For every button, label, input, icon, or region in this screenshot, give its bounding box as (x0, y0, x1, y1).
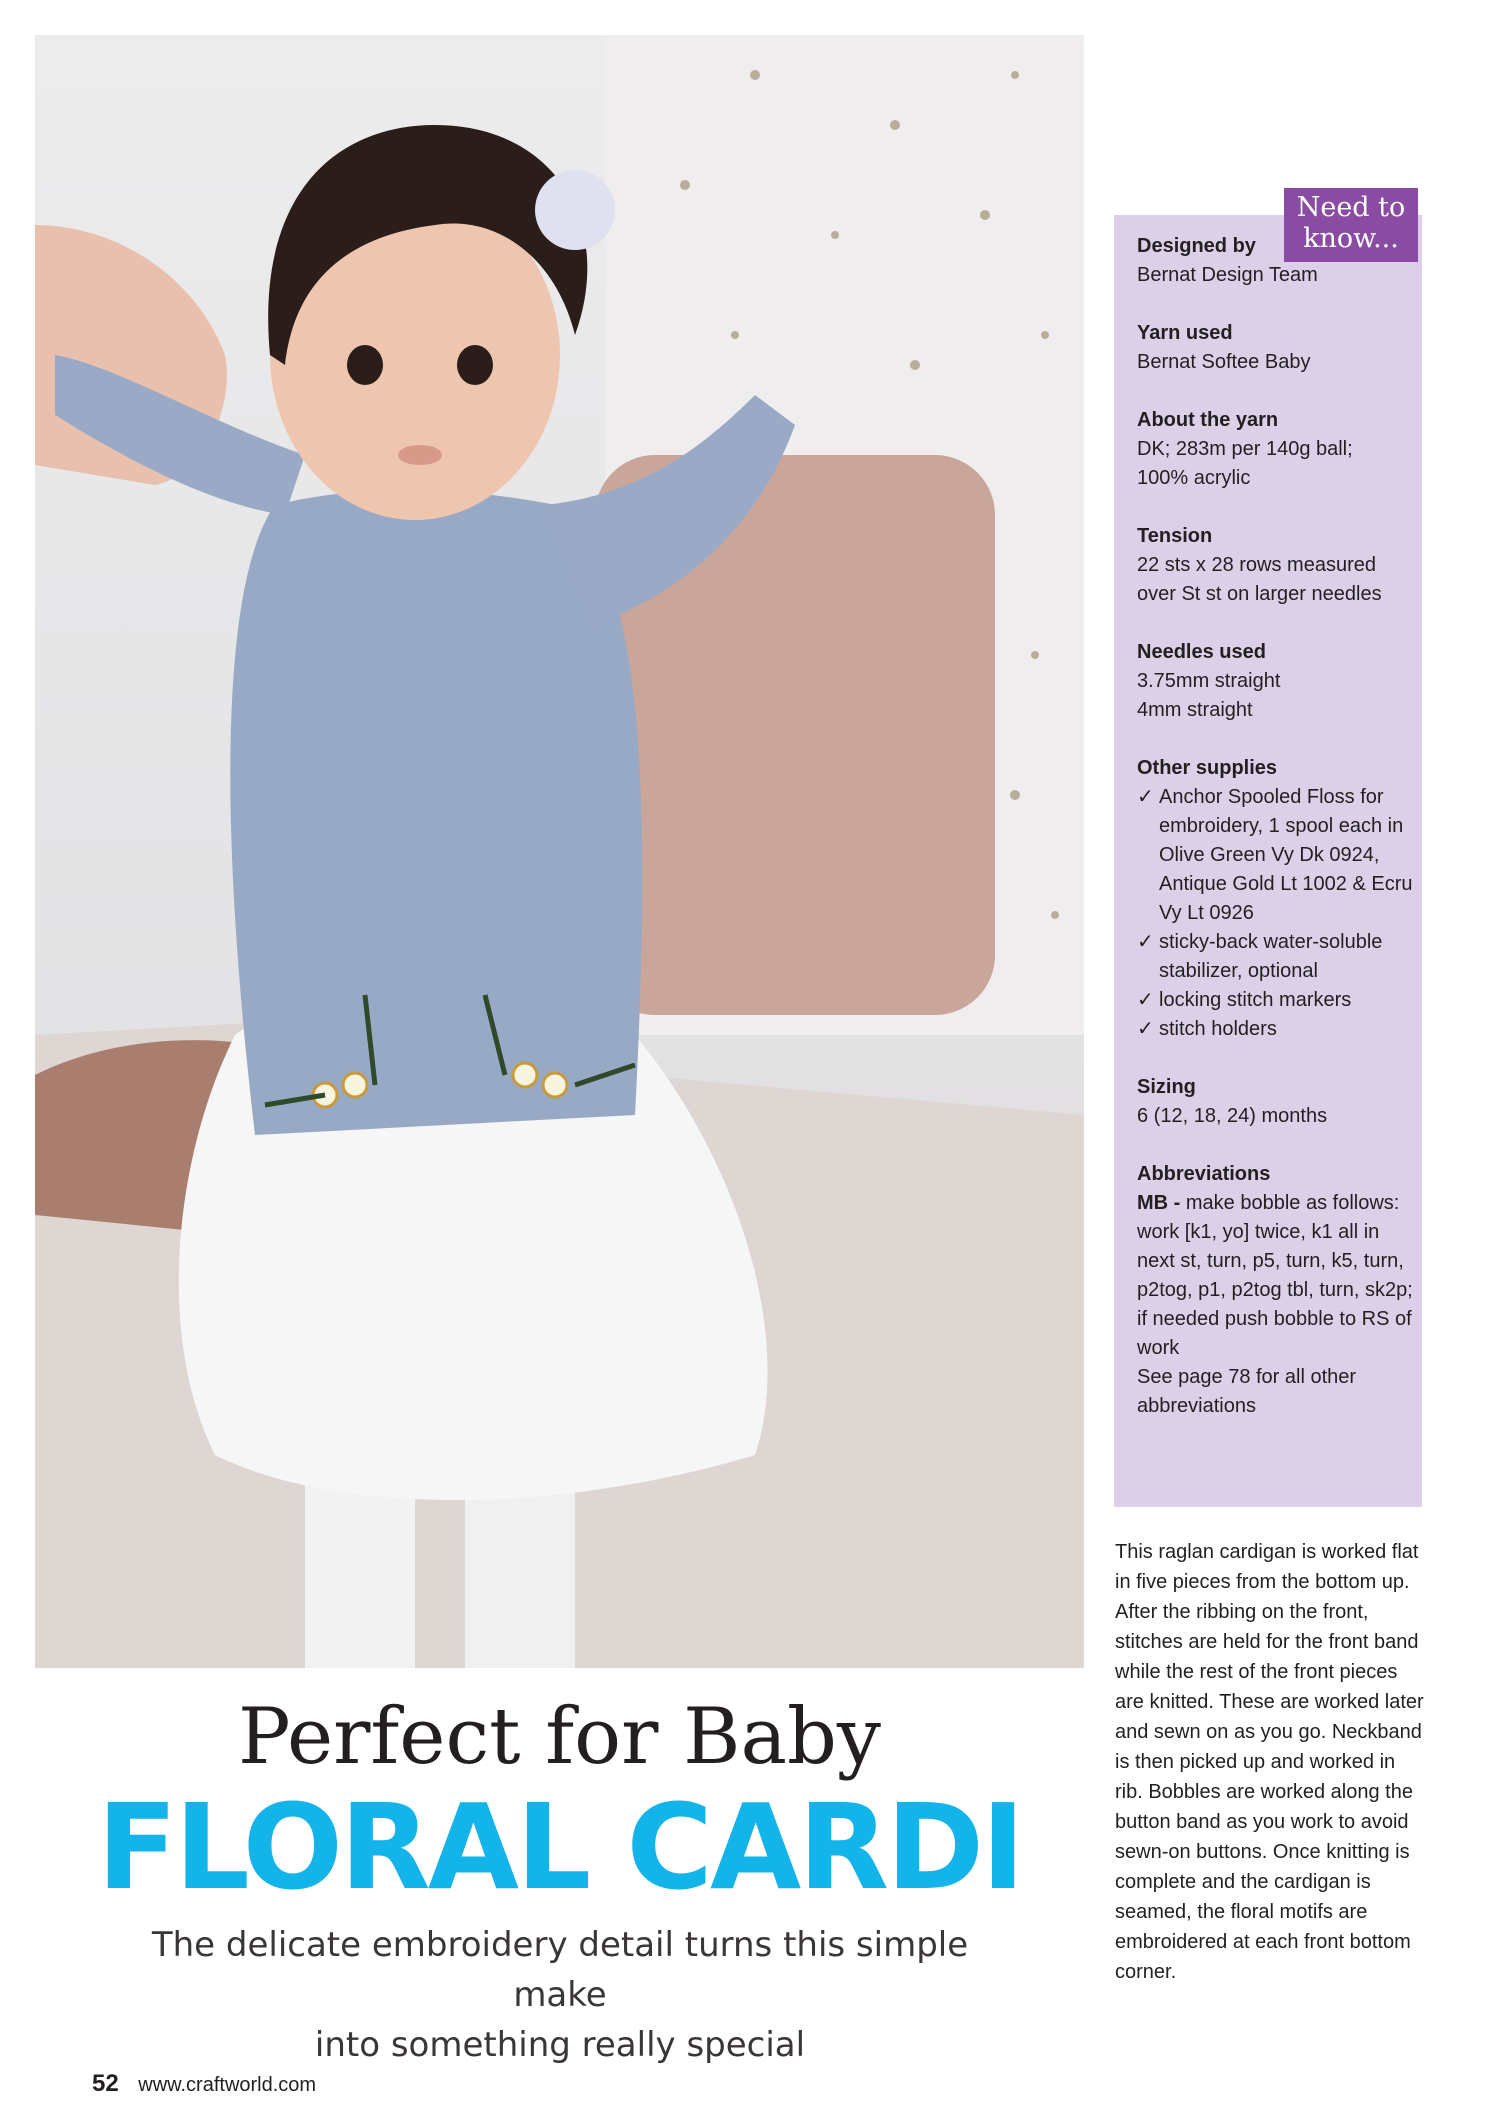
sizing-section (1137, 1073, 1417, 1131)
hero-photo (35, 35, 1084, 1668)
baby-in-cardigan-illustration (35, 35, 1084, 1668)
sizing-label: Sizing (1137, 1076, 1196, 1098)
about-yarn-section (1137, 406, 1417, 493)
needles-label: Needles used (1137, 641, 1266, 663)
pattern-title: FLORAL CARDI (97, 1778, 1022, 1916)
standfirst-line: The delicate embroidery detail turns this simple make (151, 1925, 969, 2015)
needles-line: 3.75mm straight (1137, 670, 1281, 692)
standfirst (125, 1920, 995, 2070)
supply-item: ✓ locking stitch markers (1137, 986, 1417, 1015)
abbreviations-label: Abbreviations (1137, 1163, 1271, 1185)
need-to-know-content (1137, 232, 1417, 1450)
about-yarn-line: DK; 283m per 140g ball; (1137, 438, 1353, 460)
designed-by-label: Designed by (1137, 235, 1256, 257)
abbreviation-key: MB - (1137, 1192, 1181, 1214)
about-yarn-label: About the yarn (1137, 409, 1279, 431)
website-url: www.craftworld.com (138, 2074, 317, 2096)
page-footer (92, 2070, 316, 2098)
supplies-section (1137, 754, 1417, 1044)
tension-label: Tension (1137, 525, 1213, 547)
supplies-label: Other supplies (1137, 757, 1278, 779)
yarn-value: Bernat Softee Baby (1137, 351, 1311, 373)
designed-by-value: Bernat Design Team (1137, 264, 1318, 286)
headline: Perfect for Baby (237, 1692, 881, 1782)
standfirst-line: into something really special (314, 2025, 806, 2065)
about-yarn-line: 100% acrylic (1137, 467, 1251, 489)
tension-line: 22 sts x 28 rows measured (1137, 554, 1376, 576)
tension-section (1137, 522, 1417, 609)
abbreviation-text: make bobble as follows: work [k1, yo] twice, k1 all in next st, turn, p5, turn, k5, turn, p2tog, p1, p2tog tbl, turn, sk2p; if needed push bobble to RS of work (1137, 1192, 1413, 1359)
abbreviation-entry (1137, 1189, 1417, 1363)
supplies-list (1137, 783, 1417, 1044)
yarn-section (1137, 319, 1417, 377)
supply-item: ✓ Anchor Spooled Floss for embroidery, 1 spool each in Olive Green Vy Dk 0924, Antique Gold Lt 1002 & Ecru Vy Lt 0926 (1137, 783, 1417, 928)
page-number: 52 (92, 2070, 119, 2097)
needles-section (1137, 638, 1417, 725)
needles-line: 4mm straight (1137, 699, 1253, 721)
designed-by-section (1137, 232, 1417, 290)
sizing-value: 6 (12, 18, 24) months (1137, 1105, 1328, 1127)
tension-line: over St st on larger needles (1137, 583, 1382, 605)
abbreviations-reference: See page 78 for all other abbreviations (1137, 1366, 1357, 1417)
abbreviations-section (1137, 1160, 1417, 1421)
need-to-know-tab: Need to know... (1284, 188, 1418, 262)
yarn-label: Yarn used (1137, 322, 1233, 344)
intro-paragraph: This raglan cardigan is worked flat in five pieces from the bottom up. After the ribbing on the front, stitches are held for the front band while the rest of the front pieces are knitted. These are worked later and sewn on as you go. Neckband is then picked up and worked in rib. Bobbles are worked along the button band as you work to avoid sewn-on buttons. Once knitting is complete and the cardigan is seamed, the floral motifs are embroidered at each front bottom corner. (1115, 1541, 1424, 1983)
supply-item: ✓ stitch holders (1137, 1015, 1417, 1044)
supply-item: ✓ sticky-back water-soluble stabilizer, optional (1137, 928, 1417, 986)
